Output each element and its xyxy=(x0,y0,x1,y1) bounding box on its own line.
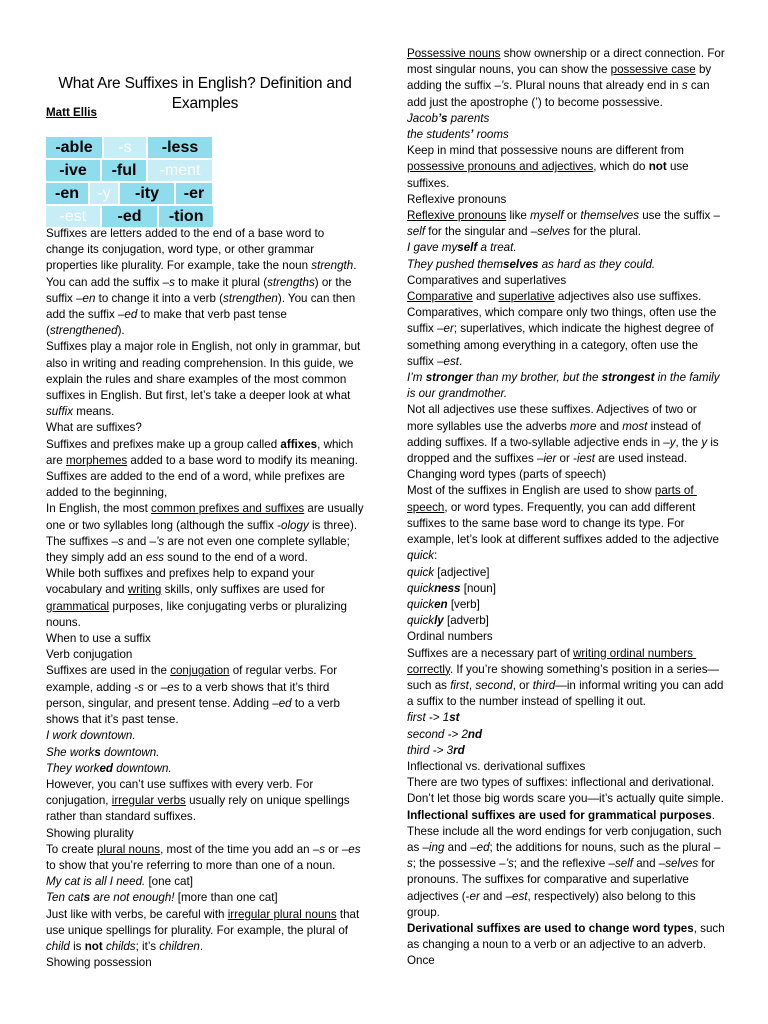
text-run: and – xyxy=(123,534,156,548)
text-run: ology xyxy=(281,518,309,532)
paragraph xyxy=(407,710,725,726)
paragraph xyxy=(407,143,725,192)
paragraph xyxy=(407,727,725,743)
text-run: quick xyxy=(407,549,435,563)
paragraph xyxy=(46,955,364,971)
right-column xyxy=(407,46,728,970)
text-run: selves xyxy=(537,225,571,239)
text-run: en xyxy=(82,291,96,305)
text-run: ’s xyxy=(156,534,165,548)
text-run: skills, only suffixes are used for xyxy=(161,583,329,597)
text-run: and – xyxy=(479,889,513,903)
text-run: es xyxy=(167,680,180,694)
text-run: are usually one or two syllables long (although the suffix - xyxy=(46,502,367,532)
text-run: Keep in mind that possessive nouns are different from xyxy=(407,144,688,158)
text-run: for the singular and – xyxy=(425,225,538,239)
text-link[interactable]: irregular verbs xyxy=(111,794,186,808)
text-run: s xyxy=(117,534,124,548)
text-run: childs xyxy=(105,939,136,953)
text-run: nd xyxy=(467,727,483,741)
text-run: To create xyxy=(46,842,97,856)
text-run: . Plural nouns that already end in xyxy=(509,79,682,93)
text-run: s xyxy=(138,680,144,694)
text-run: . xyxy=(459,354,463,368)
paragraph xyxy=(46,745,364,761)
author-link[interactable]: Matt Ellis xyxy=(46,106,97,119)
text-run: quick xyxy=(407,614,435,628)
paragraph xyxy=(46,874,364,890)
text-run: Inflectional vs. derivational suffixes xyxy=(407,759,586,773)
text-run: to make that verb past tense ( xyxy=(46,308,291,338)
text-run: ed xyxy=(278,696,292,710)
text-run: or xyxy=(563,209,581,223)
left-column xyxy=(46,226,367,971)
text-run: first xyxy=(450,678,469,692)
suffix-grid-cell: -ity xyxy=(120,183,174,204)
text-run: Comparatives and superlatives xyxy=(407,273,567,287)
text-run: Suffixes are a necessary part of xyxy=(407,646,574,660)
text-run: ’s xyxy=(505,857,514,871)
text-run: more xyxy=(570,419,597,433)
text-run: Ten cat xyxy=(46,891,84,905)
text-run: Most of the suffixes in English are used to show xyxy=(407,484,655,498)
suffix-grid-cell: -est xyxy=(46,206,100,227)
text-run: purposes, like conjugating verbs or pluralizing nouns. xyxy=(46,599,351,629)
text-run: quick xyxy=(407,565,435,579)
text-run: Suffixes are used in the xyxy=(46,664,171,678)
text-run: : xyxy=(434,549,438,563)
text-run: added to a base word to modify its meaning. Suffixes are added to the end of a word, while prefixes are added to the beginning, xyxy=(46,453,362,500)
document-title: What Are Suffixes in English? Definition and Examples xyxy=(58,75,352,113)
text-run: to a verb shows that it’s past tense. xyxy=(46,696,344,727)
paragraph xyxy=(407,402,725,467)
paragraph xyxy=(407,921,728,970)
text-run: Verb conjugation xyxy=(46,648,133,662)
text-run: like xyxy=(506,209,531,223)
text-run: ; the possessive – xyxy=(412,857,506,871)
text-link[interactable]: conjugation xyxy=(170,664,230,678)
paragraph xyxy=(407,581,725,597)
text-run: ed xyxy=(476,840,490,854)
text-run: by adding the suffix – xyxy=(407,63,715,93)
text-run: en xyxy=(434,597,448,611)
text-run: I gave my xyxy=(407,241,458,255)
text-run: most xyxy=(622,419,648,433)
suffix-grid-row xyxy=(46,183,213,204)
text-run: than my brother, but the xyxy=(472,371,602,385)
paragraph xyxy=(407,192,725,208)
suffix-grid-cell: -y xyxy=(90,183,118,204)
text-link[interactable]: Reflexive pronouns xyxy=(407,209,507,223)
text-run: myself xyxy=(530,209,564,223)
paragraph xyxy=(46,826,364,842)
text-run: s xyxy=(83,891,91,905)
text-run: iest xyxy=(576,452,595,466)
text-run: themselves xyxy=(580,209,639,223)
text-run: I work downtown. xyxy=(46,729,136,743)
paragraph xyxy=(46,890,364,906)
text-run: strongest xyxy=(601,371,655,385)
text-run: When to use a suffix xyxy=(46,632,151,646)
text-run: , which do xyxy=(593,160,649,174)
text-run: y xyxy=(669,435,676,449)
text-run: Not all adjectives use these suffixes. Adjectives of two or more syllables use the adverbs xyxy=(407,403,701,433)
text-run: ed xyxy=(124,308,138,322)
text-run: of regular verbs. For example, adding - xyxy=(46,664,341,694)
paragraph xyxy=(46,761,364,777)
text-run: . These include all the word endings for verb conjugation, such as – xyxy=(407,808,725,854)
text-run: second -> 2 xyxy=(407,727,468,741)
text-run: Inflectional suffixes are used for grammatical purposes xyxy=(407,808,712,822)
text-run: There are two types of suffixes: inflectional and derivational. Don’t let those big words scare you—it’s actually quite simple. xyxy=(407,776,724,806)
text-run: What are suffixes? xyxy=(46,421,142,435)
text-run: or – xyxy=(143,680,168,694)
text-run: s xyxy=(681,79,688,93)
text-run: ’s xyxy=(437,111,448,125)
text-link[interactable]: grammatical xyxy=(46,599,110,613)
suffix-grid-cell: -ment xyxy=(148,160,212,181)
text-link[interactable]: morphemes xyxy=(65,453,128,467)
paragraph xyxy=(46,631,364,647)
text-link[interactable]: superlative xyxy=(498,290,555,304)
text-run: ed xyxy=(99,761,114,775)
text-run: strengthen xyxy=(223,291,278,305)
text-run: , or xyxy=(512,678,533,692)
text-run: —in informal writing you can add a suffix to the number instead of spelling it out. xyxy=(407,678,727,709)
paragraph xyxy=(407,46,728,111)
paragraph xyxy=(46,663,364,728)
text-run: . You can add the suffix – xyxy=(46,259,360,289)
text-run: and – xyxy=(444,840,477,854)
text-link[interactable]: Possessive nouns xyxy=(407,47,501,60)
text-run: es xyxy=(348,842,361,856)
text-run: Reflexive pronouns xyxy=(407,192,507,206)
paragraph xyxy=(407,208,725,240)
text-run: [more than one cat] xyxy=(174,891,278,905)
text-run: third xyxy=(532,678,556,692)
text-run: affixes xyxy=(280,437,318,451)
text-run: sound to the end of a word. xyxy=(163,551,308,565)
text-run: strengths xyxy=(267,275,315,289)
text-run: er xyxy=(443,322,454,336)
text-run: In English, the most xyxy=(46,502,152,516)
text-run: . If you’re showing something’s position in a series—such as xyxy=(407,662,720,692)
text-link[interactable]: common prefixes and suffixes xyxy=(151,502,305,516)
text-run: est xyxy=(443,354,459,368)
paragraph xyxy=(407,111,725,127)
text-run: downtown. xyxy=(100,745,160,759)
suffix-grid-cell: -s xyxy=(104,137,146,158)
text-run: rd xyxy=(453,743,465,757)
text-run: second xyxy=(475,678,513,692)
text-run: not xyxy=(648,160,667,174)
text-run: suffix xyxy=(46,405,74,419)
text-run: Suffixes play a major role in English, not only in grammar, but also in writing and reading comprehension. In this guide, we explain the rules and share examples of the most common suffixes in English. But first, let’s take a deeper look at what xyxy=(46,340,364,403)
paragraph xyxy=(407,273,725,289)
text-run: , respectively) also belong to this group. xyxy=(407,889,699,919)
text-run: self xyxy=(407,225,426,239)
text-run: use the suffix – xyxy=(639,209,720,223)
text-run: selves xyxy=(503,257,539,271)
text-run: is three). The suffixes – xyxy=(46,518,361,548)
text-run: er xyxy=(469,889,480,903)
text-run: [one cat] xyxy=(145,875,193,889)
text-run: [noun] xyxy=(460,581,496,595)
text-link[interactable]: writing ordinal numbers correctly xyxy=(407,646,697,676)
suffix-grid-image xyxy=(46,137,213,229)
suffix-grid-row xyxy=(46,160,213,181)
text-run: ). You can then add the suffix – xyxy=(46,291,359,322)
text-run: in the family is our grandmother. xyxy=(407,371,723,401)
text-run: is dropped and the suffixes – xyxy=(407,435,722,466)
text-run: s xyxy=(407,857,413,871)
text-run: are not even one complete syllable; they simply add an xyxy=(46,534,354,565)
text-run: and xyxy=(596,419,623,433)
text-run: quick xyxy=(407,597,435,611)
text-run: She work xyxy=(46,745,95,759)
text-run: ; and the reflexive – xyxy=(513,857,615,871)
paragraph xyxy=(407,127,725,143)
text-run: ly xyxy=(434,614,444,628)
text-run: stronger xyxy=(425,371,473,385)
text-run: However, you can’t use suffixes with every verb. For conjugation, xyxy=(46,777,317,808)
text-run: [verb] xyxy=(447,597,480,611)
text-run: or – xyxy=(325,842,349,856)
text-run: for the plural. xyxy=(570,225,641,239)
text-run: can add just the apostrophe (’) to become possessive. xyxy=(407,79,713,109)
text-run: to change it into a verb ( xyxy=(95,291,224,305)
text-run: child xyxy=(46,939,70,953)
text-run: parents xyxy=(447,111,490,125)
text-run: ’ xyxy=(470,128,474,142)
text-run: self xyxy=(614,857,634,871)
suffix-grid-cell: -less xyxy=(148,137,212,158)
paragraph xyxy=(407,467,725,483)
text-run: instead of adding suffixes. If a two-syllable adjective ends in – xyxy=(407,419,705,449)
text-run: ; it’s xyxy=(135,939,160,953)
text-run: While both suffixes and prefixes help to expand your vocabulary and xyxy=(46,567,318,597)
suffix-grid-cell: -er xyxy=(176,183,212,204)
paragraph xyxy=(46,420,364,436)
text-run: means. xyxy=(73,405,115,419)
text-run: downtown. xyxy=(113,761,172,775)
paragraph xyxy=(407,240,725,256)
text-run: y xyxy=(701,435,708,449)
text-run: and xyxy=(472,290,499,304)
paragraph xyxy=(407,483,725,564)
text-run: are used instead. xyxy=(595,452,688,466)
text-run: I’m xyxy=(407,371,426,385)
paragraph xyxy=(46,842,364,874)
paragraph xyxy=(407,613,725,629)
text-run: ness xyxy=(434,581,461,595)
text-link[interactable]: irregular plural nouns xyxy=(227,907,337,921)
suffix-grid-cell: -ive xyxy=(46,160,100,181)
text-run: ; the additions for nouns, such as the plural – xyxy=(489,840,721,854)
paragraph xyxy=(407,289,725,370)
text-link[interactable]: parts of speech xyxy=(407,484,697,514)
text-run: rooms xyxy=(473,128,509,142)
paragraph xyxy=(46,777,364,826)
text-run: ing xyxy=(428,840,445,854)
paragraph xyxy=(46,501,367,566)
text-run: to a verb shows that it’s third person, singular, and present tense. Adding – xyxy=(46,680,333,710)
text-run: est xyxy=(512,889,528,903)
paragraph xyxy=(46,339,364,420)
text-run: is xyxy=(69,939,85,953)
paragraph xyxy=(407,565,725,581)
text-link[interactable]: Comparative xyxy=(407,290,473,304)
text-run: , such as changing a noun to a verb or an adjective to an adverb. Once xyxy=(407,921,728,968)
text-run: st xyxy=(449,711,460,725)
text-run: Ordinal numbers xyxy=(407,630,493,644)
text-run: adjectives also use suffixes. Comparatives, which compare only two things, often use the suffix – xyxy=(407,290,720,336)
suffix-grid-cell: -tion xyxy=(159,206,213,227)
text-run: s xyxy=(319,842,326,856)
paragraph xyxy=(46,907,364,956)
text-run: self xyxy=(457,241,478,255)
text-run: , the xyxy=(675,435,702,449)
text-run: strength xyxy=(311,259,354,273)
paragraph xyxy=(407,759,725,775)
text-run: a treat. xyxy=(477,241,517,255)
text-link[interactable]: possessive pronouns and adjectives xyxy=(407,160,594,174)
text-run: [adverb] xyxy=(443,614,489,628)
text-run: s xyxy=(94,745,101,759)
text-run: , xyxy=(468,678,476,692)
text-run: usually rely on unique spellings rather than standard suffixes. xyxy=(46,794,353,824)
text-run: are not enough! xyxy=(90,891,175,905)
text-run: Derivational suffixes are used to change word types xyxy=(407,921,694,935)
text-run: Showing possession xyxy=(46,956,152,970)
text-run: not xyxy=(84,939,103,953)
text-run: [adjective] xyxy=(434,565,490,579)
text-run: quick xyxy=(407,581,435,595)
text-run: ) or the suffix – xyxy=(46,275,355,305)
suffix-grid-row xyxy=(46,206,213,227)
text-run: My cat is all I need. xyxy=(46,875,146,889)
text-run: that use unique spellings for plurality. For example, the plural of xyxy=(46,907,363,937)
paragraph xyxy=(46,728,364,744)
paragraph xyxy=(407,743,725,759)
suffix-grid-row xyxy=(46,137,213,158)
paragraph xyxy=(407,808,725,921)
text-run: show ownership or a direct connection. For most singular nouns, you can show the xyxy=(407,47,728,77)
text-run: , or word types. Frequently, you can add different suffixes to the same base word to change its type. For example, let’s look at different suffixes added to the adjective xyxy=(407,500,723,547)
text-run: , which are xyxy=(46,437,357,467)
text-run: to show that you’re referring to more than one of a noun. xyxy=(46,842,364,872)
text-run: as hard as they could. xyxy=(538,257,656,271)
text-run: selves xyxy=(665,857,699,871)
paragraph xyxy=(407,370,725,402)
paragraph xyxy=(407,629,725,645)
suffix-grid-cell: -able xyxy=(46,137,102,158)
text-run: use suffixes. xyxy=(407,160,692,190)
text-run: s xyxy=(169,275,175,289)
paragraph xyxy=(407,646,725,711)
paragraph xyxy=(46,566,364,631)
text-run: . xyxy=(199,939,204,953)
text-run: to make it plural ( xyxy=(174,275,268,289)
text-run: ’s xyxy=(500,79,510,93)
text-run: ier xyxy=(543,452,557,466)
paragraph xyxy=(46,437,364,502)
paragraph xyxy=(46,647,364,663)
text-run: or - xyxy=(556,452,577,466)
text-run: the students xyxy=(407,128,471,142)
text-run: for pronouns. The suffixes for comparative and superlative adjectives (- xyxy=(407,857,719,903)
paragraph xyxy=(407,257,725,273)
text-link[interactable]: plural nouns xyxy=(96,842,161,856)
text-run: Suffixes are letters added to the end of a base word to change its conjugation, word type, or other grammar properties like plurality. For example, take the noun xyxy=(46,227,328,273)
text-run: ; superlatives, which indicate the highest degree of something among everything in a category, often use the suffix – xyxy=(407,322,717,368)
text-run: Just like with verbs, be careful with xyxy=(46,907,228,921)
paragraph xyxy=(407,597,725,613)
text-link[interactable]: possessive case xyxy=(610,63,696,77)
text-run: They pushed them xyxy=(407,257,504,271)
paragraph xyxy=(46,226,364,339)
text-run: Jacob xyxy=(407,111,438,125)
text-run: strengthened xyxy=(49,324,118,338)
text-run: Showing plurality xyxy=(46,826,134,840)
paragraph xyxy=(407,775,725,807)
text-run: , most of the time you add an – xyxy=(160,842,320,856)
text-run: ). xyxy=(117,324,125,338)
text-run: children xyxy=(159,939,200,953)
text-link[interactable]: writing xyxy=(127,583,162,597)
text-run: and – xyxy=(633,857,666,871)
suffix-grid-cell: -en xyxy=(46,183,88,204)
text-run: Suffixes and prefixes make up a group called xyxy=(46,437,281,451)
suffix-grid-cell: -ful xyxy=(102,160,146,181)
text-run: ess xyxy=(145,551,164,565)
text-run: They work xyxy=(46,761,100,775)
suffix-grid-cell: -ed xyxy=(102,206,158,227)
text-run: Changing word types (parts of speech) xyxy=(407,468,607,482)
text-run: first -> 1 xyxy=(407,711,450,725)
text-run: third -> 3 xyxy=(407,743,454,757)
